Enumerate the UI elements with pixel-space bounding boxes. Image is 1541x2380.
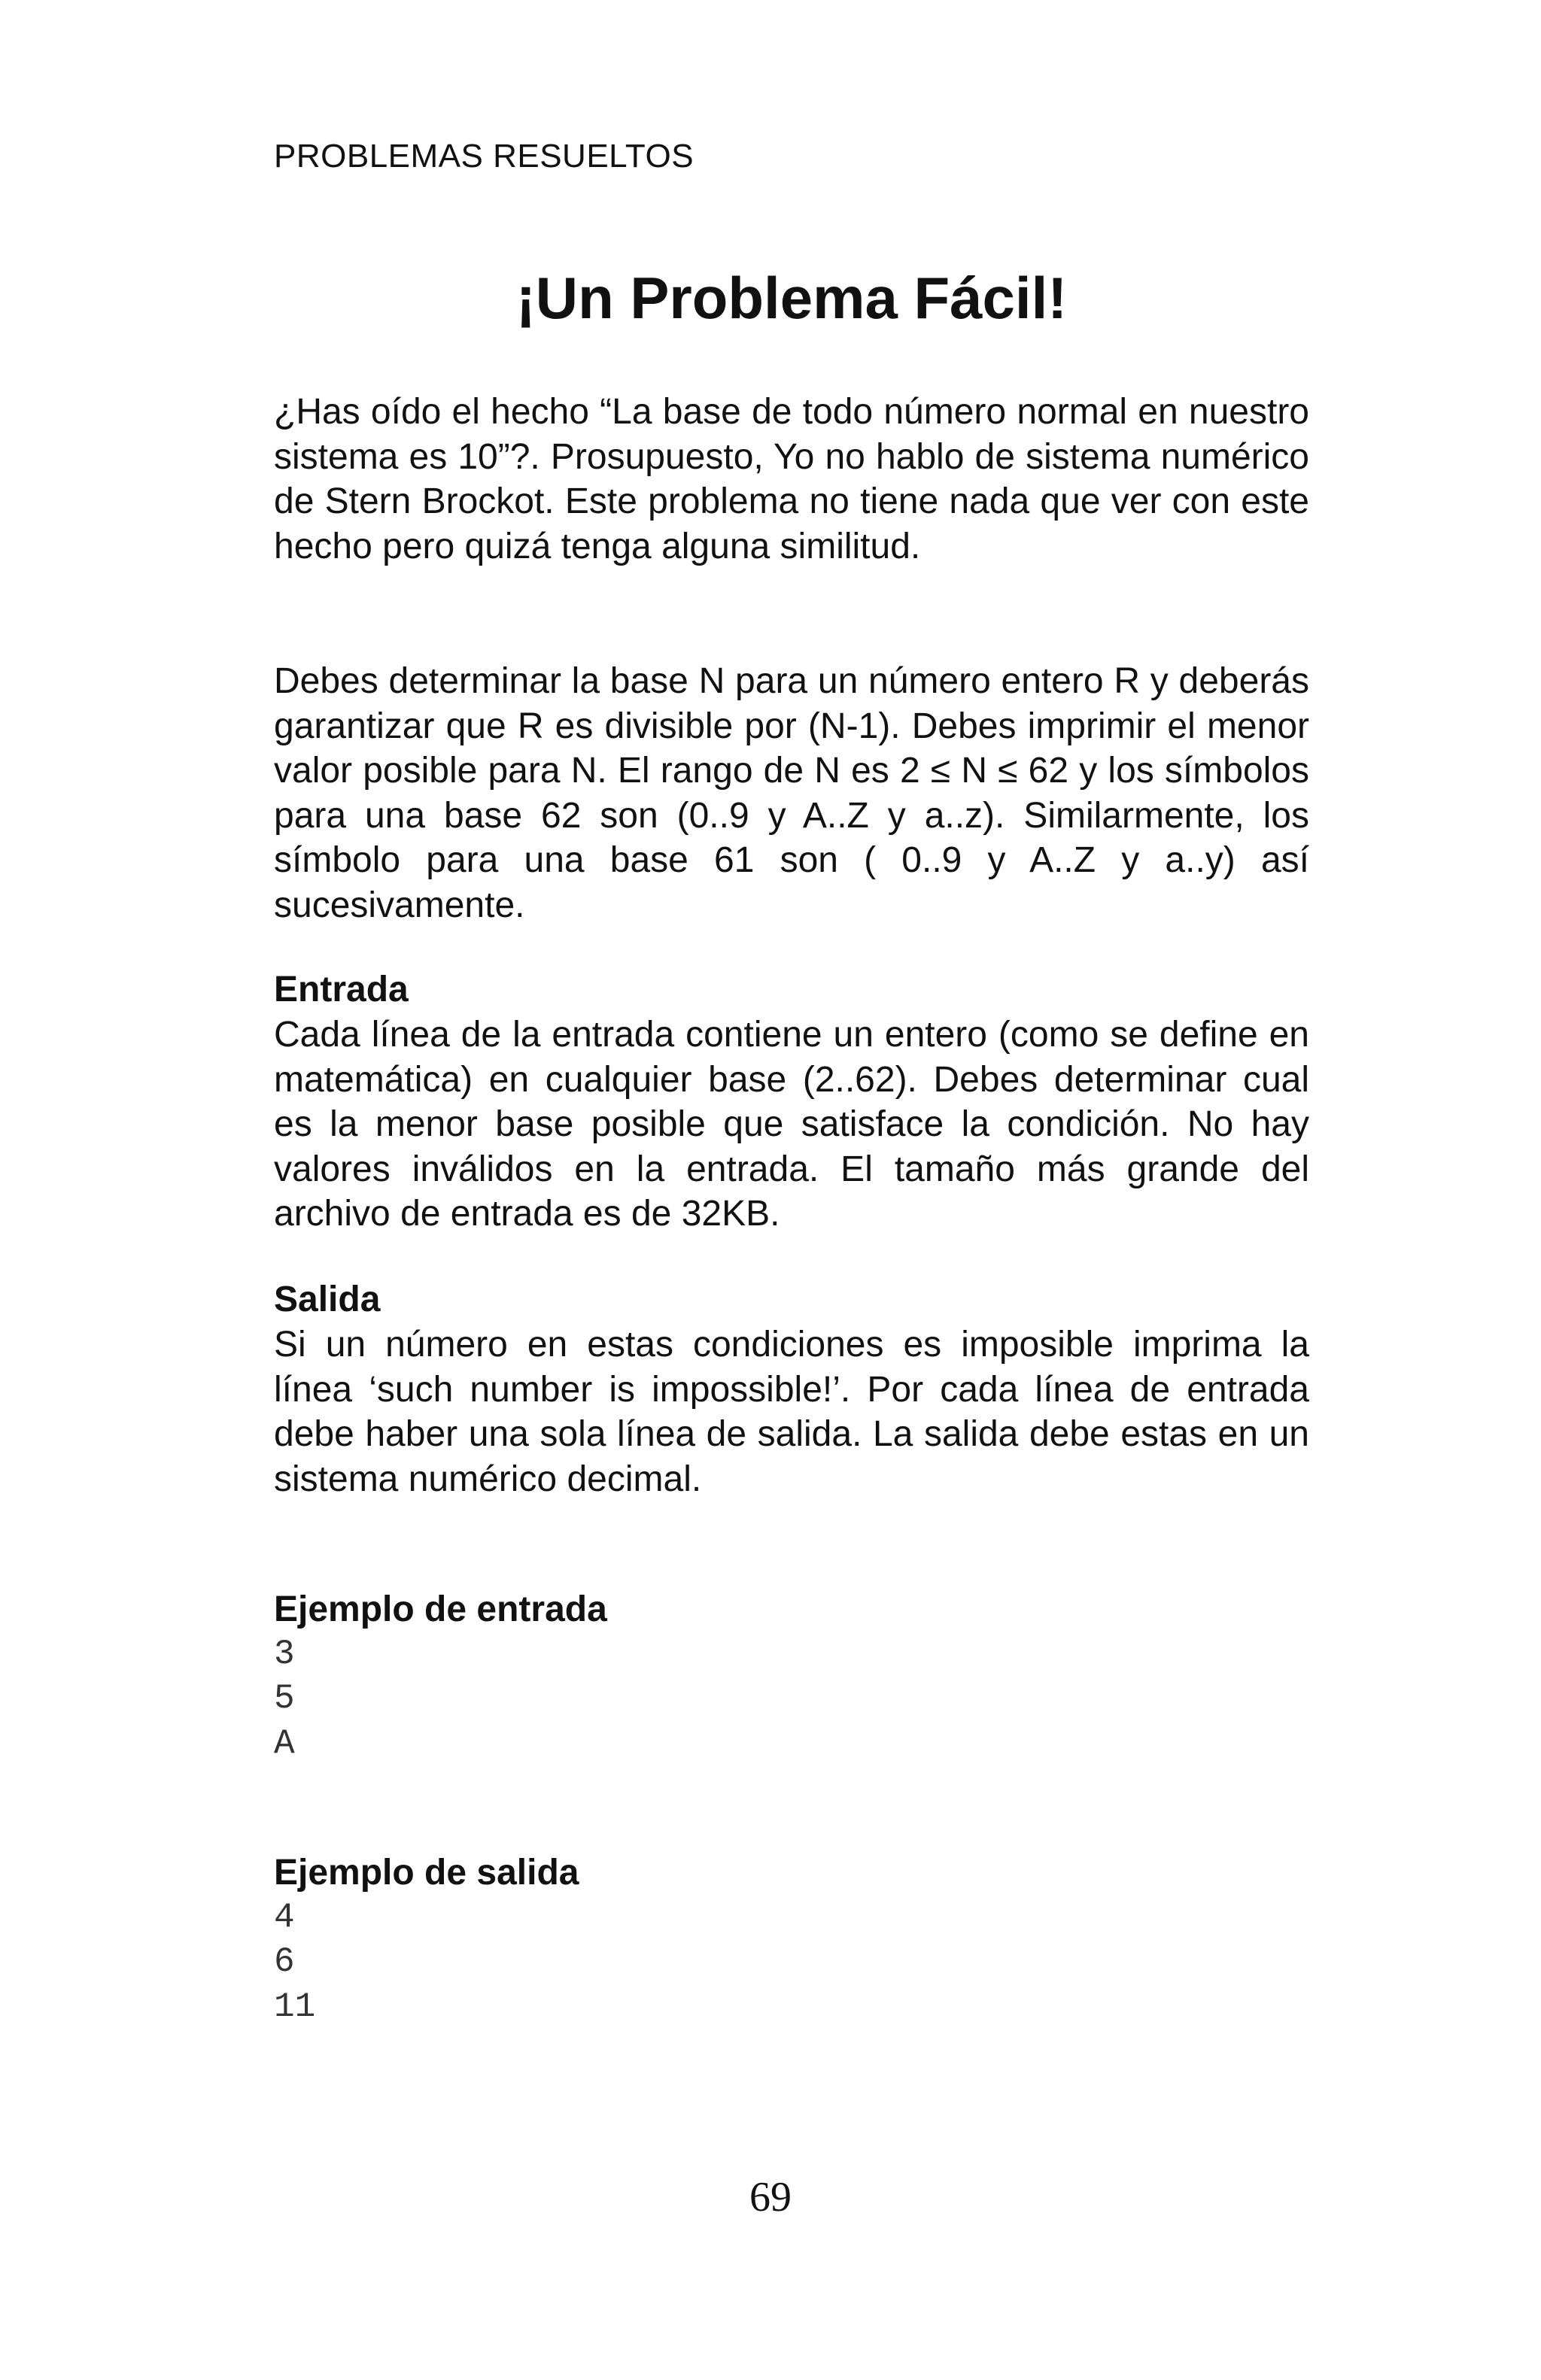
input-heading: Entrada <box>274 970 409 1009</box>
sample-output-line: 6 <box>274 1942 295 1981</box>
sample-input-line: 5 <box>274 1679 295 1718</box>
intro-paragraph: ¿Has oído el hecho “La base de todo número normal en nuestro sistema es 10”?. Prosupuesto, Yo no hablo de sistema numérico de Stern Brockot. Este problema no tiene nada que ver con este hecho pero quizá tenga alguna similitud. <box>274 392 1309 566</box>
page-number: 69 <box>749 2174 792 2221</box>
sample-output-line: 11 <box>274 1987 316 2026</box>
sample-input-line: 3 <box>274 1635 295 1674</box>
sample-input-line: A <box>274 1724 295 1763</box>
input-description: Cada línea de la entrada contiene un entero (como se define en matemática) en cualquier base (2..62). Debes determinar cual es la menor base posible que satisface la condición. No hay valores inválidos en la entrada. El tamaño más grande del archivo de entrada es de 32KB. <box>274 1015 1309 1234</box>
sample-output-heading: Ejemplo de salida <box>274 1853 579 1893</box>
sample-output-line: 4 <box>274 1898 295 1937</box>
running-header: PROBLEMAS RESUELTOS <box>274 138 695 175</box>
output-description: Si un número en estas condiciones es imposible imprima la línea ‘such number is impossible!’. Por cada línea de entrada debe haber una sola línea de salida. La salida debe estas en un sistema numérico decimal. <box>274 1325 1309 1499</box>
sample-input-heading: Ejemplo de entrada <box>274 1589 607 1629</box>
statement-paragraph: Debes determinar la base N para un número entero R y deberás garantizar que R es divisible por (N-1). Debes imprimir el menor valor posible para N. El rango de N es 2 ≤ N ≤ 62 y los símbolos para una base 62 son (0..9 y A..Z y a..z). Similarmente, los símbolo para una base 61 son ( 0..9 y A..Z y a..y) así sucesivamente. <box>274 661 1309 925</box>
problem-title: ¡Un Problema Fácil! <box>515 265 1068 331</box>
output-heading: Salida <box>274 1280 381 1319</box>
